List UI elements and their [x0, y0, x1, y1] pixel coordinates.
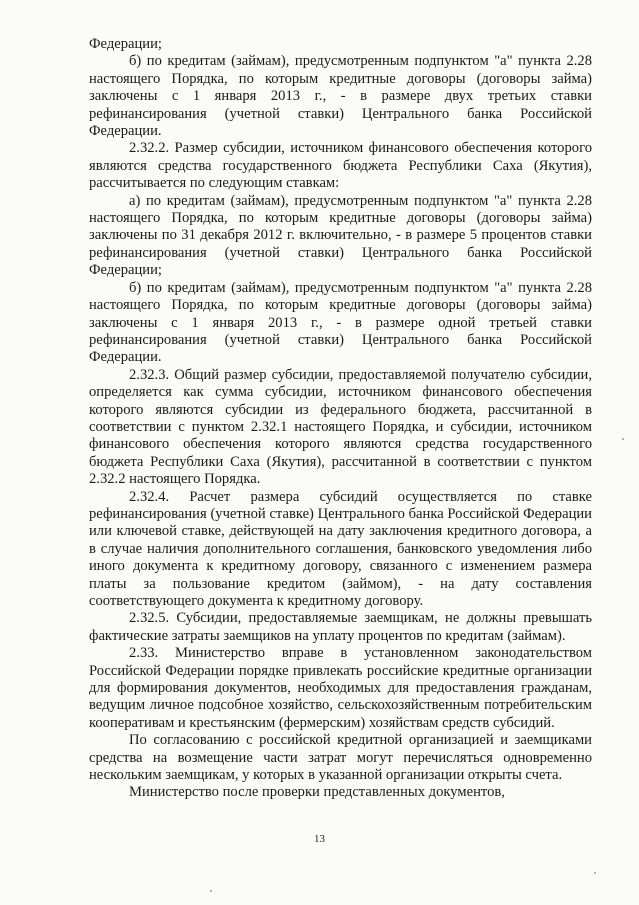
- paragraph-continuation: Федерации;: [89, 36, 162, 52]
- paragraph-2-32-2: 2.32.2. Размер субсидии, источником финансового обеспечения которого являются средства государственного бюджета Республики Саха (Якутия), рассчитывается по следующим ставкам:: [89, 140, 592, 192]
- paragraph-ministry: Министерство после проверки представленных документов,: [129, 784, 505, 801]
- paragraph-2-32-5: 2.32.5. Субсидии, предоставляемые заемщикам, не должны превышать фактические затраты заемщиков на уплату процентов по кредитам (займам).: [89, 610, 592, 644]
- paragraph-2-33: 2.33. Министерство вправе в установленном законодательством Российской Федерации порядке привлекать российские кредитные организации для формирования документов, необходимых для предоставления гражданам, ведущим личное подсобное хозяйство, сельскохозяйственным потребительским кооперативам и крестьянским (фермерским) хозяйствам средств субсидий.: [89, 645, 592, 731]
- scan-speck: [210, 890, 212, 892]
- scan-speck: [594, 872, 596, 874]
- page-number: 13: [314, 833, 325, 845]
- paragraph-agreement: По согласованию с российской кредитной организацией и заемщиками средства на возмещение части затрат могут перечисляться одновременно нескольким заемщикам, у которых в указанной организации открыты счета.: [89, 732, 592, 784]
- scan-speck: [622, 438, 624, 440]
- paragraph-2-32-4: 2.32.4. Расчет размера субсидий осуществляется по ставке рефинансирования (учетной ставке) Центрального банка Российской Федерации или ключевой ставке, действующей на дату заключения кредитного договора, а в случае наличия дополнительного соглашения, банковского уведомления либо иного документа к кредитному договору, связанного с изменением размера платы за пользование кредитом (займом), - на дату составления соответствующего документа к кредитному договору.: [89, 488, 592, 609]
- paragraph-2-32-1-b: б) по кредитам (займам), предусмотренным подпунктом "а" пункта 2.28 настоящего Порядка, по которым кредитные договоры (договоры займа) заключены с 1 января 2013 г., - в размере двух третьих ставки рефинансирования (учетной ставки) Центрального банка Российской Федерации.: [89, 53, 592, 140]
- document-body: [89, 36, 592, 802]
- paragraph-2-32-2-b: б) по кредитам (займам), предусмотренным подпунктом "а" пункта 2.28 настоящего Порядка, по которым кредитные договоры (договоры займа) заключены с 1 января 2013 г., - в размере одной третьей ставки рефинансирования (учетной ставки) Центрального банка Российской Федерации.: [89, 279, 592, 366]
- paragraph-2-32-3: 2.32.3. Общий размер субсидии, предоставляемой получателю субсидии, определяется как сумма субсидии, источником финансового обеспечения которого являются субсидии из федерального бюджета, рассчитанной в соответствии с пунктом 2.32.1 настоящего Порядка, и субсидии, источником финансового обеспечения которого являются средства государственного бюджета Республики Саха (Якутия), рассчитанной в соответствии с пунктом 2.32.2 настоящего Порядка.: [89, 366, 592, 488]
- paragraph-2-32-2-a: а) по кредитам (займам), предусмотренным подпунктом "а" пункта 2.28 настоящего Порядка, по которым кредитные договоры (договоры займа) заключены по 31 декабря 2012 г. включительно, - в размере 5 процентов ставки рефинансирования (учетной ставки) Центрального банка Российской Федерации;: [89, 192, 592, 279]
